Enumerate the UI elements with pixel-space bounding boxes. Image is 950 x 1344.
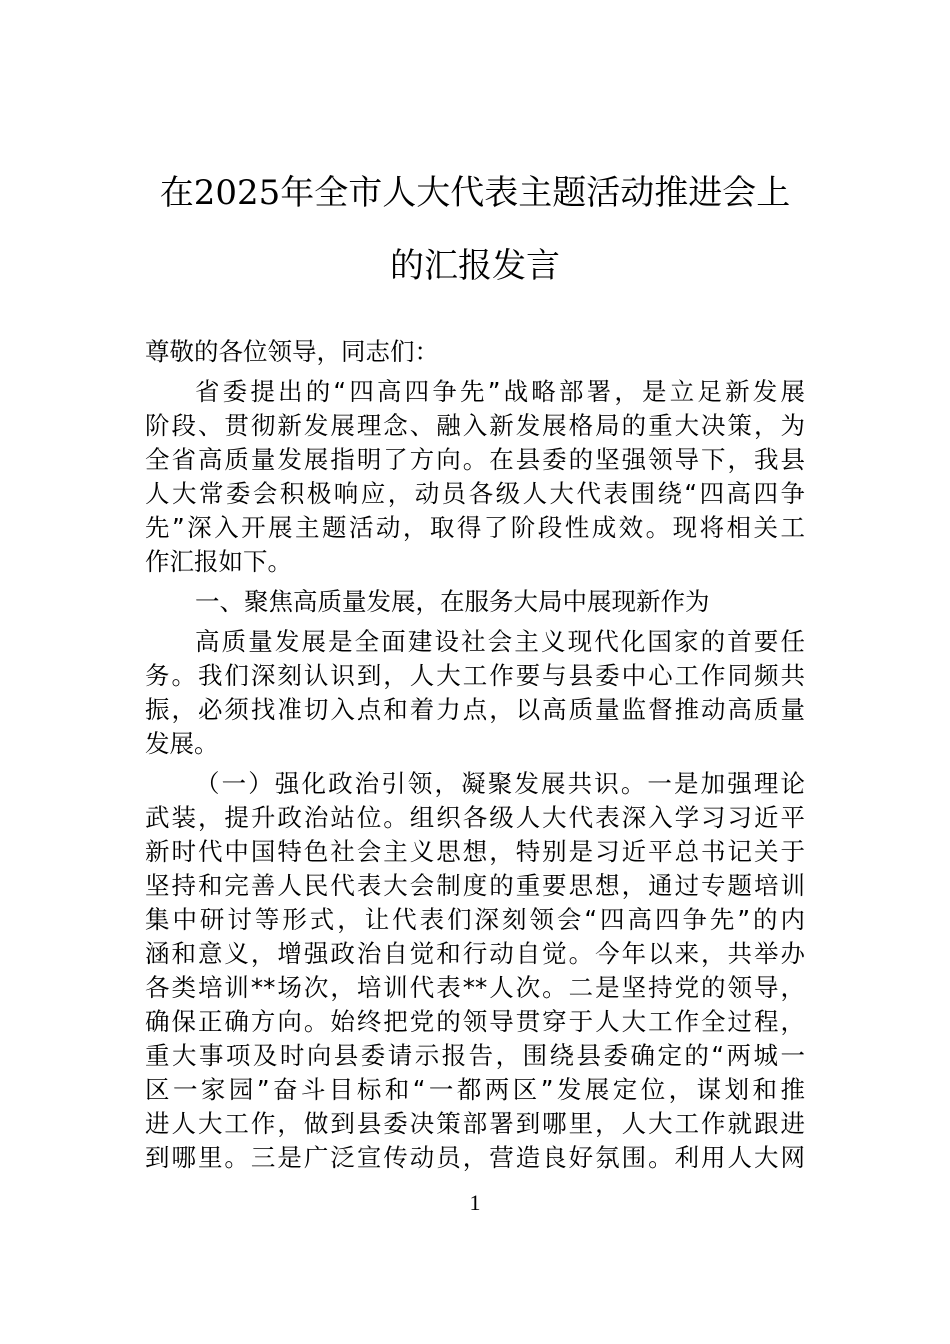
text-line: 高质量发展是全面建设社会主义现代化国家的首要任: [195, 627, 805, 656]
paragraph: [145, 767, 805, 1175]
text-line: 集中研讨等形式，让代表们深刻领会“四高四争先”的内: [145, 905, 805, 934]
paragraph: [145, 585, 805, 619]
page-number: 1: [469, 1190, 481, 1215]
text-line: 一、聚焦高质量发展，在服务大局中展现新作为: [195, 587, 710, 616]
text-line: 进人大工作，做到县委决策部署到哪里，人大工作就跟进: [145, 1109, 805, 1138]
text-line: 新时代中国特色社会主义思想，特别是习近平总书记关于: [145, 837, 805, 866]
text-line: 作汇报如下。: [145, 547, 292, 576]
text-line: 重大事项及时向县委请示报告，围绕县委确定的“两城一: [145, 1041, 805, 1070]
text-line: 区一家园”奋斗目标和“一都两区”发展定位，谋划和推: [145, 1075, 805, 1104]
text-line: （一）强化政治引领，凝聚发展共识。一是加强理论: [195, 769, 805, 798]
text-line: 武装，提升政治站位。组织各级人大代表深入学习习近平: [145, 803, 805, 832]
text-line: 确保正确方向。始终把党的领导贯穿于人大工作全过程，: [145, 1007, 805, 1036]
text-line: 省委提出的“四高四争先”战略部署，是立足新发展: [195, 377, 805, 406]
paragraph: [145, 335, 805, 369]
paragraph: [145, 375, 805, 579]
document-title-line-2: 的汇报发言: [390, 246, 560, 286]
text-line: 务。我们深刻认识到，人大工作要与县委中心工作同频共: [145, 661, 805, 690]
text-line: 振，必须找准切入点和着力点，以高质量监督推动高质量: [145, 695, 805, 724]
text-line: 发展。: [145, 729, 219, 758]
paragraph: [145, 625, 805, 761]
text-line: 尊敬的各位领导，同志们：: [145, 337, 439, 366]
document-body: [145, 335, 805, 1175]
text-line: 坚持和完善人民代表大会制度的重要思想，通过专题培训: [145, 871, 805, 900]
text-line: 人大常委会积极响应，动员各级人大代表围绕“四高四争: [145, 479, 805, 508]
text-line: 到哪里。三是广泛宣传动员，营造良好氛围。利用人大网: [145, 1143, 805, 1172]
text-line: 先”深入开展主题活动，取得了阶段性成效。现将相关工: [145, 513, 805, 542]
text-line: 各类培训**场次，培训代表**人次。二是坚持党的领导，: [145, 973, 805, 1002]
text-line: 阶段、贯彻新发展理念、融入新发展格局的重大决策，为: [145, 411, 805, 440]
document-title-line-1: 在2025年全市人大代表主题活动推进会上: [159, 173, 791, 213]
text-line: 全省高质量发展指明了方向。在县委的坚强领导下，我县: [145, 445, 805, 474]
text-line: 涵和意义，增强政治自觉和行动自觉。今年以来，共举办: [145, 939, 805, 968]
